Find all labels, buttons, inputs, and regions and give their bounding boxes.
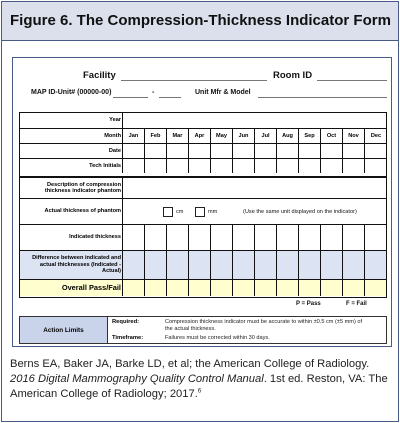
month-may: May [210,129,232,143]
map-id-dash: - [152,89,155,96]
difference-row [20,250,386,279]
cm-label: cm [176,209,184,215]
month-aug: Aug [276,129,298,143]
citation-publisher: American College of Radiology; 2017. [10,388,198,401]
citation-manual-title: 2016 Digital Mammography Quality Control Manual [10,373,264,386]
mm-checkbox[interactable] [195,207,205,217]
description-cell[interactable] [122,178,386,198]
monthly-test-grid [19,112,387,298]
legend-fail: F = Fail [346,301,367,307]
difference-cells[interactable] [122,251,386,279]
month-dec: Dec [364,129,387,143]
month-jul: Jul [254,129,276,143]
action-limits-box [19,316,387,344]
tech-initials-cells[interactable] [122,159,386,173]
citation-line-1: Berns EA, Baker JA, Barke LD, et al; the American College of Radiology. [10,358,370,370]
overall-pass-fail-row [20,279,386,296]
required-text-2: the actual thickness. [165,326,216,332]
month-nov: Nov [342,129,364,143]
month-apr: Apr [188,129,210,143]
map-id-field[interactable] [113,97,148,98]
month-jun: Jun [232,129,254,143]
tech-initials-row [20,158,386,173]
month-sep: Sep [298,129,320,143]
facility-label: Facility [83,70,116,81]
room-id-field[interactable] [317,80,387,81]
citation [10,357,395,402]
date-row [20,143,386,158]
timeframe-text: Failures must be corrected within 30 days. [165,335,270,341]
figure-title: Figure 6. The Compression-Thickness Indicator Form [10,12,391,29]
unit-model-label: Unit Mfr & Model [195,89,251,96]
month-row [20,128,386,143]
tech-initials-label: Tech Initials [89,162,121,169]
citation-line-3 [10,387,395,402]
map-id-label: MAP ID-Unit# (00000-00) [31,89,112,96]
unit-note: (Use the same unit displayed on the indicator) [243,209,357,215]
citation-line-2 [10,372,395,387]
actual-thickness-cell [122,199,386,224]
description-row [20,176,386,198]
mm-label: mm [208,209,218,215]
room-id-label: Room ID [273,70,313,81]
difference-label: Difference between indicated and actual thicknesses (Indicated - Actual) [32,255,121,275]
legend-pass: P = Pass [296,301,321,307]
timeframe-key: Timeframe: [112,335,144,341]
indicated-thickness-row [20,224,386,250]
unit-model-field[interactable] [258,97,387,98]
actual-thickness-row [20,198,386,224]
compression-thickness-form [12,57,392,347]
year-row [20,113,386,128]
year-label: Year [109,117,121,124]
required-text-1: Compression thickness indicator must be accurate to within ±0.5 cm (±5 mm) of [165,319,363,325]
figure-title-bar [2,2,398,41]
month-label: Month [104,132,121,139]
figure-frame [1,1,399,422]
action-limits-content [108,317,386,343]
citation-superscript: 6 [197,388,202,395]
overall-pass-fail-cells[interactable] [122,280,386,296]
date-cells[interactable] [122,144,386,158]
date-label: Date [108,147,121,154]
month-jan: Jan [122,129,144,143]
citation-line-2-rest: . 1st ed. Reston, VA: The [263,373,388,386]
indicated-thickness-cells[interactable] [122,225,386,250]
month-cells [122,129,386,143]
month-feb: Feb [144,129,166,143]
month-oct: Oct [320,129,342,143]
action-limits-title: Action Limits [20,317,108,343]
cm-checkbox[interactable] [163,207,173,217]
required-key: Required: [112,319,140,325]
unit-number-field[interactable] [159,97,181,98]
year-cell[interactable] [122,113,386,128]
overall-pass-fail-label: Overall Pass/Fail [61,282,121,292]
month-mar: Mar [166,129,188,143]
indicated-thickness-label: Indicated thickness [69,234,121,241]
description-label: Description of compression thickness indicator phantom [44,181,121,194]
facility-field[interactable] [121,80,267,81]
actual-thickness-label: Actual thickness of phantom [44,208,121,215]
